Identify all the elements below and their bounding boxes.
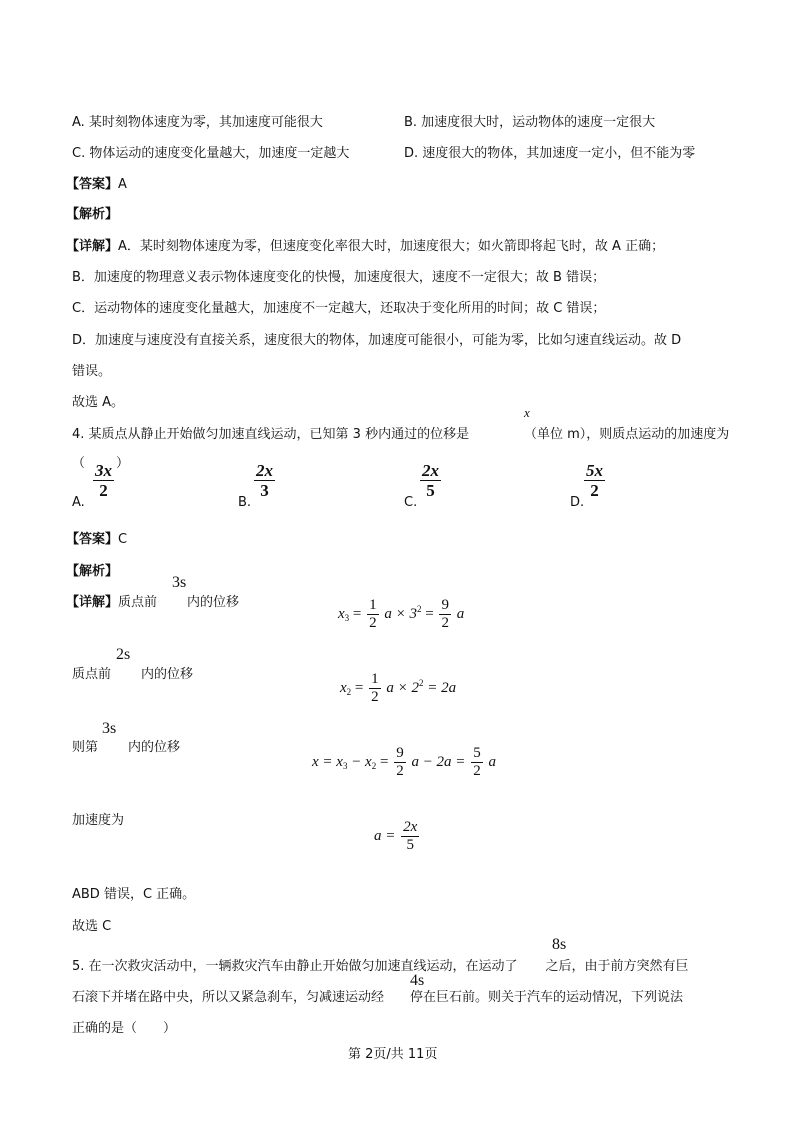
q4-paren-close: ）	[116, 456, 130, 471]
eq-fraction	[369, 672, 381, 705]
eq-term: a × 2	[386, 679, 420, 696]
fraction-numerator: 5	[473, 745, 481, 761]
step2-text-a: 质点前	[72, 667, 112, 682]
answer-value: A	[118, 177, 127, 192]
answer-tag: 【答案】	[66, 532, 119, 547]
q4-paren-open: （	[72, 456, 86, 471]
step2-unit: 2s	[116, 646, 131, 663]
eq-sub: 3	[344, 612, 350, 623]
eq-sup: 2	[417, 603, 422, 614]
q5-line2	[72, 989, 683, 1007]
eq-var: x	[340, 679, 347, 696]
step1-text-b: 内的位移	[187, 595, 240, 610]
step1-text	[66, 594, 239, 612]
step1-unit: 3s	[172, 574, 187, 591]
q3-detail-line3: C．运动物体的速度变化量越大，加速度不一定越大，还取决于变化所用的时间；故 C 错误；	[72, 301, 606, 316]
fraction-denominator: 3	[260, 481, 269, 500]
q3-answer	[66, 176, 127, 194]
q3-option-c: C. 物体运动的速度变化量越大，加速度一定越大	[72, 146, 350, 161]
q5-unit-4s: 4s	[410, 972, 425, 989]
eq-term: a	[488, 753, 496, 770]
q3-option-a: A. 某时刻物体速度为零，其加速度可能很大	[72, 115, 323, 130]
q5-unit-8s: 8s	[552, 936, 567, 953]
q4-option-d-fraction	[584, 462, 605, 499]
q4-answer	[66, 531, 127, 549]
q4-stem-post: （单位 m），则质点运动的加速度为	[524, 427, 730, 442]
step3-text-a: 则第	[72, 740, 99, 755]
fraction-denominator: 2	[473, 763, 481, 779]
fraction-denominator: 2	[396, 763, 404, 779]
step4-text: 加速度为	[72, 813, 125, 828]
step3-text-b: 内的位移	[128, 740, 181, 755]
eq-var: x	[338, 605, 345, 622]
equation-x3: $x_3$ = $\frac{1}{2}$ $a \times 3^2$ = $\frac{9}{2}$ a	[338, 597, 465, 631]
q3-detail-line5: 错误。	[72, 364, 112, 379]
q3-detail-line4: D．加速度与速度没有直接关系，速度很大的物体，加速度可能很小，可能为零，比如匀速直线运动。故 D	[72, 333, 682, 348]
equation-x2: $x_2$ = $\frac{1}{2}$ $a \times 2^2 = 2a$	[340, 671, 457, 705]
eq-fraction	[394, 746, 406, 779]
q4-option-c-fraction	[420, 462, 441, 499]
q4-stem-pre: 4. 某质点从静止开始做匀加速直线运动，已知第 3 秒内通过的位移是	[72, 427, 470, 442]
fraction-denominator: 2	[99, 481, 108, 500]
q3-option-d: D. 速度很大的物体，其加速度一定小，但不能为零	[404, 146, 696, 161]
fraction-numerator: 2x	[403, 819, 418, 835]
detail-text: A．某时刻物体速度为零，但速度变化率很大时，加速度很大；如火箭即将起飞时，故 A 正确；	[118, 239, 665, 254]
fraction-numerator: 1	[369, 597, 377, 613]
q4-conclusion: ABD 错误，C 正确。	[72, 887, 196, 902]
q5-line3: 正确的是（ ）	[72, 1021, 177, 1036]
eq-sub: 2	[371, 760, 377, 771]
fraction-numerator: 2x	[422, 461, 439, 480]
q3-analysis-tag: 【解析】	[66, 207, 119, 222]
fraction-numerator: 9	[441, 597, 449, 613]
detail-tag: 【详解】	[66, 239, 119, 254]
q5-line2-post: 停在巨石前。则关于汽车的运动情况，下列说法	[410, 990, 684, 1005]
eq-term: a	[456, 605, 465, 622]
eq-term: a × 3	[384, 605, 418, 622]
q5-line2-pre: 石滚下并堵在路中央，所以又紧急刹车，匀减速运动经	[72, 990, 385, 1005]
eq-sup: 2	[419, 677, 424, 688]
fraction-numerator: 1	[371, 671, 379, 687]
q4-analysis-tag: 【解析】	[66, 564, 119, 579]
eq-sub: 3	[342, 760, 348, 771]
q4-option-a-fraction	[93, 462, 114, 499]
fraction-denominator: 2	[590, 481, 599, 500]
answer-value: C	[118, 532, 128, 547]
step3-unit: 3s	[102, 720, 117, 737]
fraction-numerator: 2x	[256, 461, 273, 480]
eq-fraction	[471, 746, 483, 779]
fraction-denominator: 2	[369, 615, 377, 631]
equation-a	[374, 820, 421, 853]
q3-choose: 故选 A。	[72, 395, 125, 410]
q3-option-b: B. 加速度很大时，运动物体的速度一定很大	[404, 115, 656, 130]
fraction-denominator: 2	[441, 615, 449, 631]
answer-tag: 【答案】	[66, 177, 119, 192]
step2-text-b: 内的位移	[141, 667, 194, 682]
equation-x: $x = x_3 - x_2$ = $\frac{9}{2}$ a − 2a = $\frac{5}{2}$ a	[312, 745, 496, 779]
fraction-denominator: 5	[426, 481, 435, 500]
q4-stem-var: x	[524, 405, 530, 420]
fraction-numerator: 9	[396, 745, 404, 761]
q3-detail-line2: B．加速度的物理意义表示物体速度变化的快慢，加速度很大，速度不一定很大；故 B 错误；	[72, 270, 606, 285]
q4-option-c-label: C.	[404, 495, 418, 510]
q3-detail-line1	[66, 238, 664, 256]
fraction-numerator: 5x	[586, 461, 603, 480]
eq-term: = 2a	[427, 679, 457, 696]
step3-text	[72, 739, 180, 757]
q4-option-d-label: D.	[570, 495, 585, 510]
page-footer: 第 2页/共 11页	[348, 1047, 438, 1062]
step2-text	[72, 666, 193, 684]
q5-line1-pre: 5. 在一次救灾活动中，一辆救灾汽车由静止开始做匀加速直线运动，在运动了	[72, 959, 518, 974]
q5-line1-post: 之后，由于前方突然有巨	[545, 959, 689, 974]
detail-tag: 【详解】	[66, 595, 119, 610]
eq-fraction	[367, 598, 379, 631]
q4-option-b-label: B.	[238, 495, 252, 510]
fraction-numerator: 3x	[95, 461, 112, 480]
step1-text-a: 质点前	[118, 595, 158, 610]
eq-term: x = x	[312, 753, 343, 770]
eq-fraction	[401, 820, 419, 853]
q4-option-a-label: A.	[72, 495, 85, 510]
eq-sub: 2	[346, 686, 352, 697]
eq-fraction	[439, 598, 451, 631]
q5-line1	[72, 958, 689, 976]
eq-term: a =	[374, 827, 396, 844]
fraction-denominator: 5	[406, 837, 414, 853]
eq-term: a − 2a =	[411, 753, 466, 770]
fraction-denominator: 2	[371, 689, 379, 705]
eq-term: − x	[347, 753, 372, 770]
q4-option-b-fraction	[254, 462, 275, 499]
q4-choose: 故选 C	[72, 919, 112, 934]
